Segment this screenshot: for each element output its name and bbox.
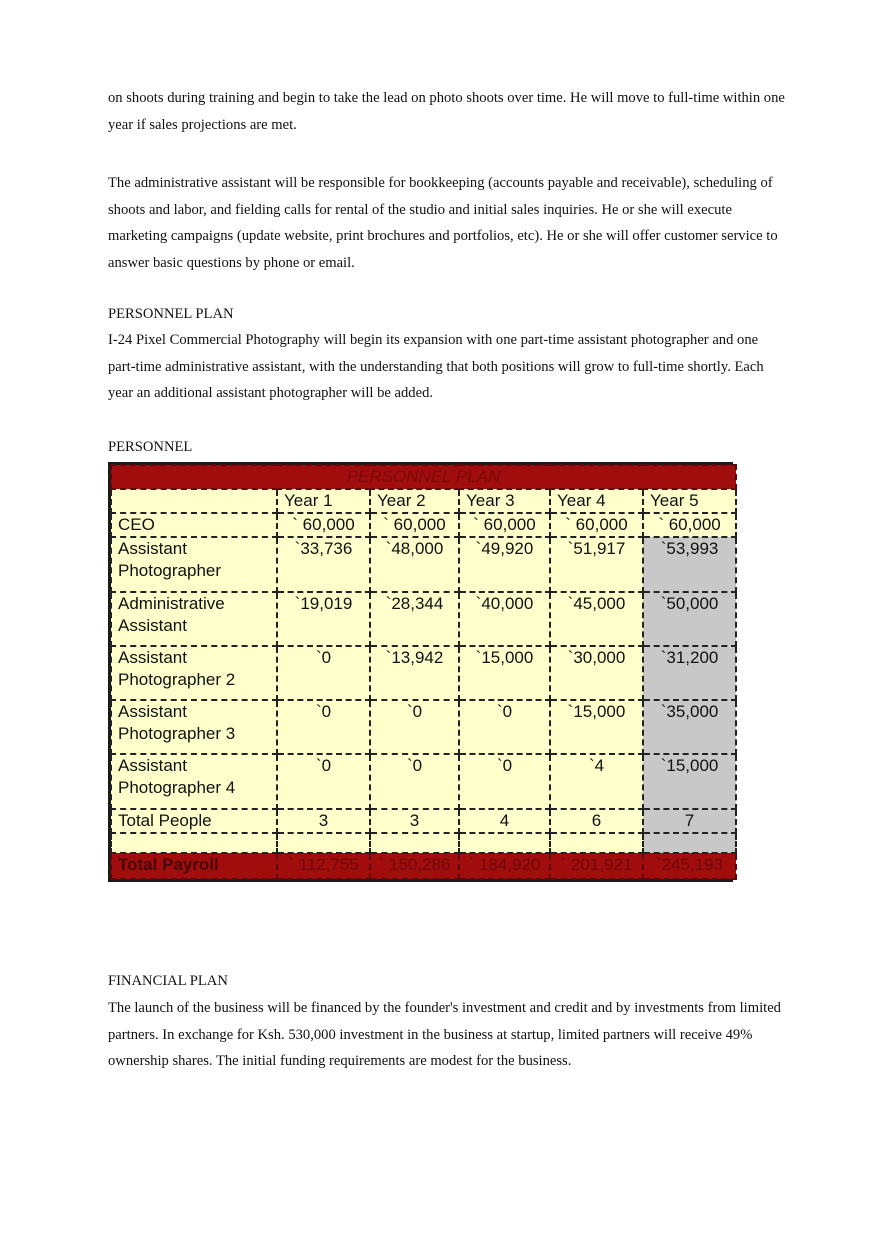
table-cell: `19,019 <box>277 592 370 646</box>
table-cell: `53,993 <box>643 537 736 591</box>
header-cell-empty <box>111 489 277 513</box>
table-cell: `30,000 <box>550 646 643 700</box>
table-cell: 6 <box>550 809 643 833</box>
table-cell: `40,000 <box>459 592 550 646</box>
table-cell: ` 60,000 <box>550 513 643 537</box>
table-cell: `35,000 <box>643 700 736 754</box>
table-cell: `0 <box>277 700 370 754</box>
table-cell: `51,917 <box>550 537 643 591</box>
table-cell: `48,000 <box>370 537 459 591</box>
header-cell-year3: Year 3 <box>459 489 550 513</box>
row-label: Assistant Photographer 3 <box>111 700 277 754</box>
paragraph-financial-plan: The launch of the business will be financed by the founder's investment and credit and by investments from limited partners. In exchange for Ksh. 530,000 investment in the business at startup, limited partners will receive 49% ownership shares. The initial funding requirements are modest for the business. <box>108 1000 781 1069</box>
table-cell: `33,736 <box>277 537 370 591</box>
table-cell: 3 <box>370 809 459 833</box>
table-cell: ` 60,000 <box>459 513 550 537</box>
row-label: Assistant Photographer <box>111 537 277 591</box>
table-cell: `4 <box>550 754 643 808</box>
table-cell: ` 201,921 <box>550 853 643 879</box>
table-cell: `0 <box>370 700 459 754</box>
table-cell: `15,000 <box>643 754 736 808</box>
table-cell: 3 <box>277 809 370 833</box>
table-cell: `50,000 <box>643 592 736 646</box>
table-row <box>111 700 736 754</box>
header-cell-year4: Year 4 <box>550 489 643 513</box>
total-payroll-row <box>111 853 736 879</box>
table-cell: `0 <box>459 700 550 754</box>
table-row <box>111 513 736 537</box>
table-cell: `13,942 <box>370 646 459 700</box>
table-cell: `15,000 <box>550 700 643 754</box>
table-header-row <box>111 489 736 513</box>
table-cell: `0 <box>277 754 370 808</box>
header-cell-year1: Year 1 <box>277 489 370 513</box>
header-cell-year5: Year 5 <box>643 489 736 513</box>
row-label: Total People <box>111 809 277 833</box>
table-cell: ` 60,000 <box>277 513 370 537</box>
total-people-row <box>111 809 736 833</box>
table-cell: `245,193 <box>643 853 736 879</box>
row-label: CEO <box>111 513 277 537</box>
table-row <box>111 592 736 646</box>
row-label: Assistant Photographer 2 <box>111 646 277 700</box>
heading-personnel: PERSONNEL <box>108 439 193 455</box>
table-cell: `31,200 <box>643 646 736 700</box>
table-spacer-row <box>111 833 736 853</box>
table-cell: `0 <box>370 754 459 808</box>
table-cell: `28,344 <box>370 592 459 646</box>
header-cell-year2: Year 2 <box>370 489 459 513</box>
row-label: Administrative Assistant <box>111 592 277 646</box>
table-cell: `0 <box>277 646 370 700</box>
row-label: Assistant Photographer 4 <box>111 754 277 808</box>
table-cell: `45,000 <box>550 592 643 646</box>
heading-financial-plan: FINANCIAL PLAN <box>108 973 228 989</box>
table-row <box>111 537 736 591</box>
paragraph-personnel-plan: I-24 Pixel Commercial Photography will begin its expansion with one part-time assistant photographer and one part-time administrative assistant, with the understanding that both positions will grow to full-time shortly. Each year an additional assistant photographer will be added. <box>108 332 764 401</box>
table-row <box>111 754 736 808</box>
table-cell: ` 112,755 <box>277 853 370 879</box>
table-cell: ` 150,286 <box>370 853 459 879</box>
row-label: Total Payroll <box>111 853 277 879</box>
personnel-table <box>108 462 733 882</box>
table-cell: ` 60,000 <box>370 513 459 537</box>
paragraph-training: on shoots during training and begin to take the lead on photo shoots over time. He will move to full-time within one year if sales projections are met. <box>108 90 785 133</box>
table-title-row <box>111 465 736 489</box>
table-cell: 7 <box>643 809 736 833</box>
table-cell: `49,920 <box>459 537 550 591</box>
table-cell: ` 184,920 <box>459 853 550 879</box>
paragraph-admin-assistant: The administrative assistant will be responsible for bookkeeping (accounts payable and receivable), scheduling of shoots and labor, and fielding calls for rental of the studio and initial sales inquiries. He or she will execute marketing campaigns (update website, print brochures and portfolios, etc). He or she will offer customer service to answer basic questions by phone or email. <box>108 175 778 271</box>
table-row <box>111 646 736 700</box>
table-cell: ` 60,000 <box>643 513 736 537</box>
table-cell: 4 <box>459 809 550 833</box>
heading-personnel-plan: PERSONNEL PLAN <box>108 306 234 322</box>
table-title: PERSONNEL PLAN <box>111 465 736 489</box>
table-cell: `0 <box>459 754 550 808</box>
table-cell: `15,000 <box>459 646 550 700</box>
